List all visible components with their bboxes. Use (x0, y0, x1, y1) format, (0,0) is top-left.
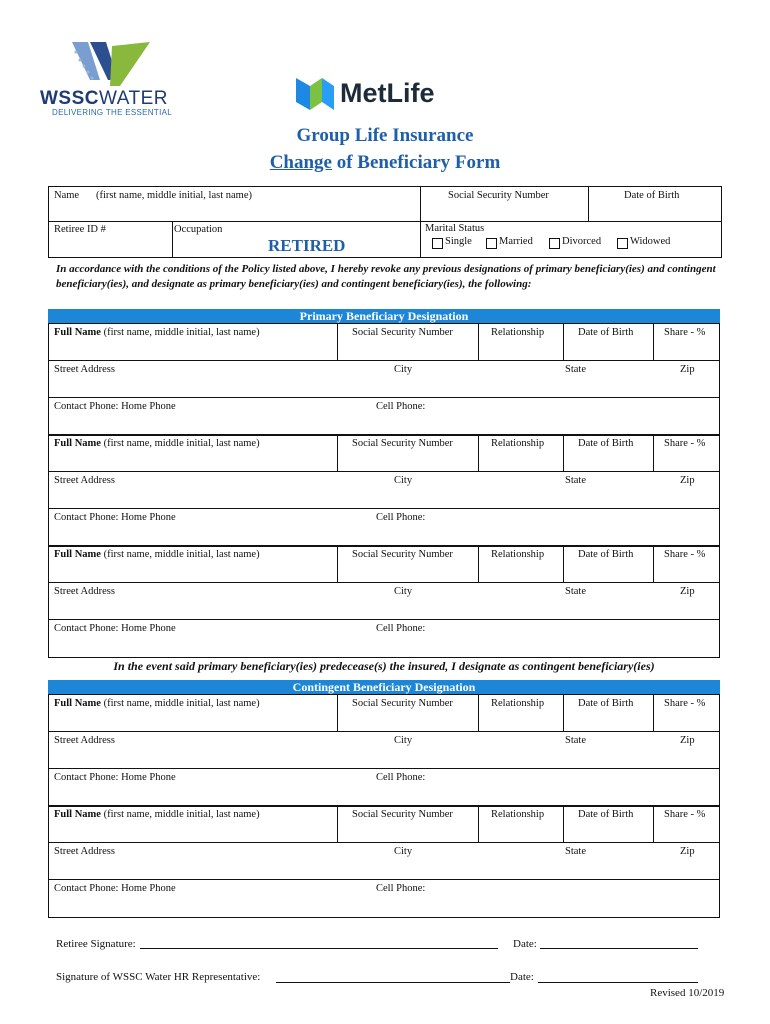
beneficiary-relationship-label: Relationship (491, 549, 545, 560)
beneficiary-ssn-label: Social Security Number (352, 438, 453, 449)
hr-date-label: Date: (510, 971, 534, 983)
primary-section (48, 323, 720, 658)
form-title-line2: Change of Beneficiary Form (269, 152, 501, 173)
beneficiary-ssn-label: Social Security Number (352, 809, 453, 820)
beneficiary-zip-label: Zip (680, 475, 695, 486)
beneficiary-dob-label: Date of Birth (578, 438, 634, 449)
beneficiary-full-name-label: Full Name (first name, middle initial, last name) (54, 698, 260, 709)
beneficiary-cell-label: Cell Phone: (376, 883, 426, 894)
contingent-heading: Contingent Beneficiary Designation (48, 680, 720, 694)
beneficiary-share-label: Share - % (664, 698, 706, 709)
beneficiary-cell-label: Cell Phone: (376, 772, 426, 783)
beneficiary-city-label: City (394, 364, 413, 375)
contingent-note: In the event said primary beneficiary(ies) predecease(s) the insured, I designate as contingent beneficiary(ies) (113, 659, 655, 673)
beneficiary-state-label: State (565, 475, 586, 486)
name-label: Name (54, 190, 80, 201)
beneficiary-zip-label: Zip (680, 364, 695, 375)
wssc-logo-text: WSSCWATER (40, 88, 168, 109)
metlife-logo-text: MetLife (340, 78, 435, 108)
beneficiary-relationship-label: Relationship (491, 809, 545, 820)
beneficiary-dob-label: Date of Birth (578, 698, 634, 709)
beneficiary-street-label: Street Address (54, 586, 115, 597)
beneficiary-contact-label: Contact Phone: Home Phone (54, 883, 176, 894)
beneficiary-contact-label: Contact Phone: Home Phone (54, 623, 176, 634)
beneficiary-state-label: State (565, 364, 586, 375)
retiree-signature-label: Retiree Signature: (56, 938, 136, 950)
retiree-date-label: Date: (513, 938, 537, 950)
beneficiary-street-label: Street Address (54, 475, 115, 486)
beneficiary-street-label: Street Address (54, 364, 115, 375)
married-label: Married (499, 236, 533, 247)
beneficiary-full-name-label: Full Name (first name, middle initial, last name) (54, 809, 260, 820)
retiree-id-label: Retiree ID # (54, 224, 106, 235)
hr-signature-line[interactable] (276, 982, 510, 983)
retiree-signature-line[interactable] (140, 948, 498, 949)
name-hint: (first name, middle initial, last name) (96, 190, 252, 201)
beneficiary-share-label: Share - % (664, 327, 706, 338)
beneficiary-full-name-label: Full Name (first name, middle initial, last name) (54, 549, 260, 560)
married-checkbox[interactable] (486, 238, 497, 249)
beneficiary-city-label: City (394, 735, 413, 746)
beneficiary-relationship-label: Relationship (491, 698, 545, 709)
beneficiary-share-label: Share - % (664, 438, 706, 449)
hr-signature-label: Signature of WSSC Water HR Representative: (56, 971, 261, 983)
beneficiary-dob-label: Date of Birth (578, 809, 634, 820)
form-title-line1: Group Life Insurance (296, 125, 474, 146)
beneficiary-contact-label: Contact Phone: Home Phone (54, 512, 176, 523)
wssc-logo-tagline: DELIVERING THE ESSENTIAL (52, 108, 172, 117)
beneficiary-full-name-label: Full Name (first name, middle initial, last name) (54, 327, 260, 338)
primary-heading: Primary Beneficiary Designation (48, 309, 720, 323)
beneficiary-state-label: State (565, 846, 586, 857)
ssn-label: Social Security Number (448, 190, 549, 201)
beneficiary-state-label: State (565, 735, 586, 746)
beneficiary-contact-label: Contact Phone: Home Phone (54, 772, 176, 783)
beneficiary-full-name-label: Full Name (first name, middle initial, last name) (54, 438, 260, 449)
beneficiary-state-label: State (565, 586, 586, 597)
dob-label: Date of Birth (624, 190, 680, 201)
beneficiary-cell-label: Cell Phone: (376, 512, 426, 523)
beneficiary-zip-label: Zip (680, 846, 695, 857)
hr-date-line[interactable] (538, 982, 698, 983)
beneficiary-dob-label: Date of Birth (578, 549, 634, 560)
metlife-logo-mark (296, 76, 336, 110)
beneficiary-cell-label: Cell Phone: (376, 623, 426, 634)
beneficiary-ssn-label: Social Security Number (352, 327, 453, 338)
beneficiary-street-label: Street Address (54, 735, 115, 746)
single-label: Single (445, 236, 472, 247)
beneficiary-zip-label: Zip (680, 735, 695, 746)
beneficiary-cell-label: Cell Phone: (376, 401, 426, 412)
marital-status-label: Marital Status (425, 223, 485, 234)
occupation-value: RETIRED (268, 236, 346, 255)
divorced-label: Divorced (562, 236, 602, 247)
beneficiary-city-label: City (394, 475, 413, 486)
beneficiary-city-label: City (394, 846, 413, 857)
revised-date: Revised 10/2019 (650, 987, 725, 999)
beneficiary-share-label: Share - % (664, 809, 706, 820)
beneficiary-street-label: Street Address (54, 846, 115, 857)
widowed-checkbox[interactable] (617, 238, 628, 249)
beneficiary-contact-label: Contact Phone: Home Phone (54, 401, 176, 412)
beneficiary-city-label: City (394, 586, 413, 597)
beneficiary-ssn-label: Social Security Number (352, 698, 453, 709)
single-checkbox[interactable] (432, 238, 443, 249)
revocation-statement: In accordance with the conditions of the Policy listed above, I hereby revoke any previous designations of primary beneficiary(ies) and contingent beneficiary(ies), and designate as primary beneficiary(ies) and contingent beneficiary(ies), the following: (56, 263, 716, 290)
beneficiary-share-label: Share - % (664, 549, 706, 560)
beneficiary-ssn-label: Social Security Number (352, 549, 453, 560)
beneficiary-zip-label: Zip (680, 586, 695, 597)
divorced-checkbox[interactable] (549, 238, 560, 249)
beneficiary-dob-label: Date of Birth (578, 327, 634, 338)
beneficiary-relationship-label: Relationship (491, 327, 545, 338)
beneficiary-relationship-label: Relationship (491, 438, 545, 449)
widowed-label: Widowed (630, 236, 671, 247)
occupation-label: Occupation (174, 224, 223, 235)
retiree-date-line[interactable] (540, 948, 698, 949)
